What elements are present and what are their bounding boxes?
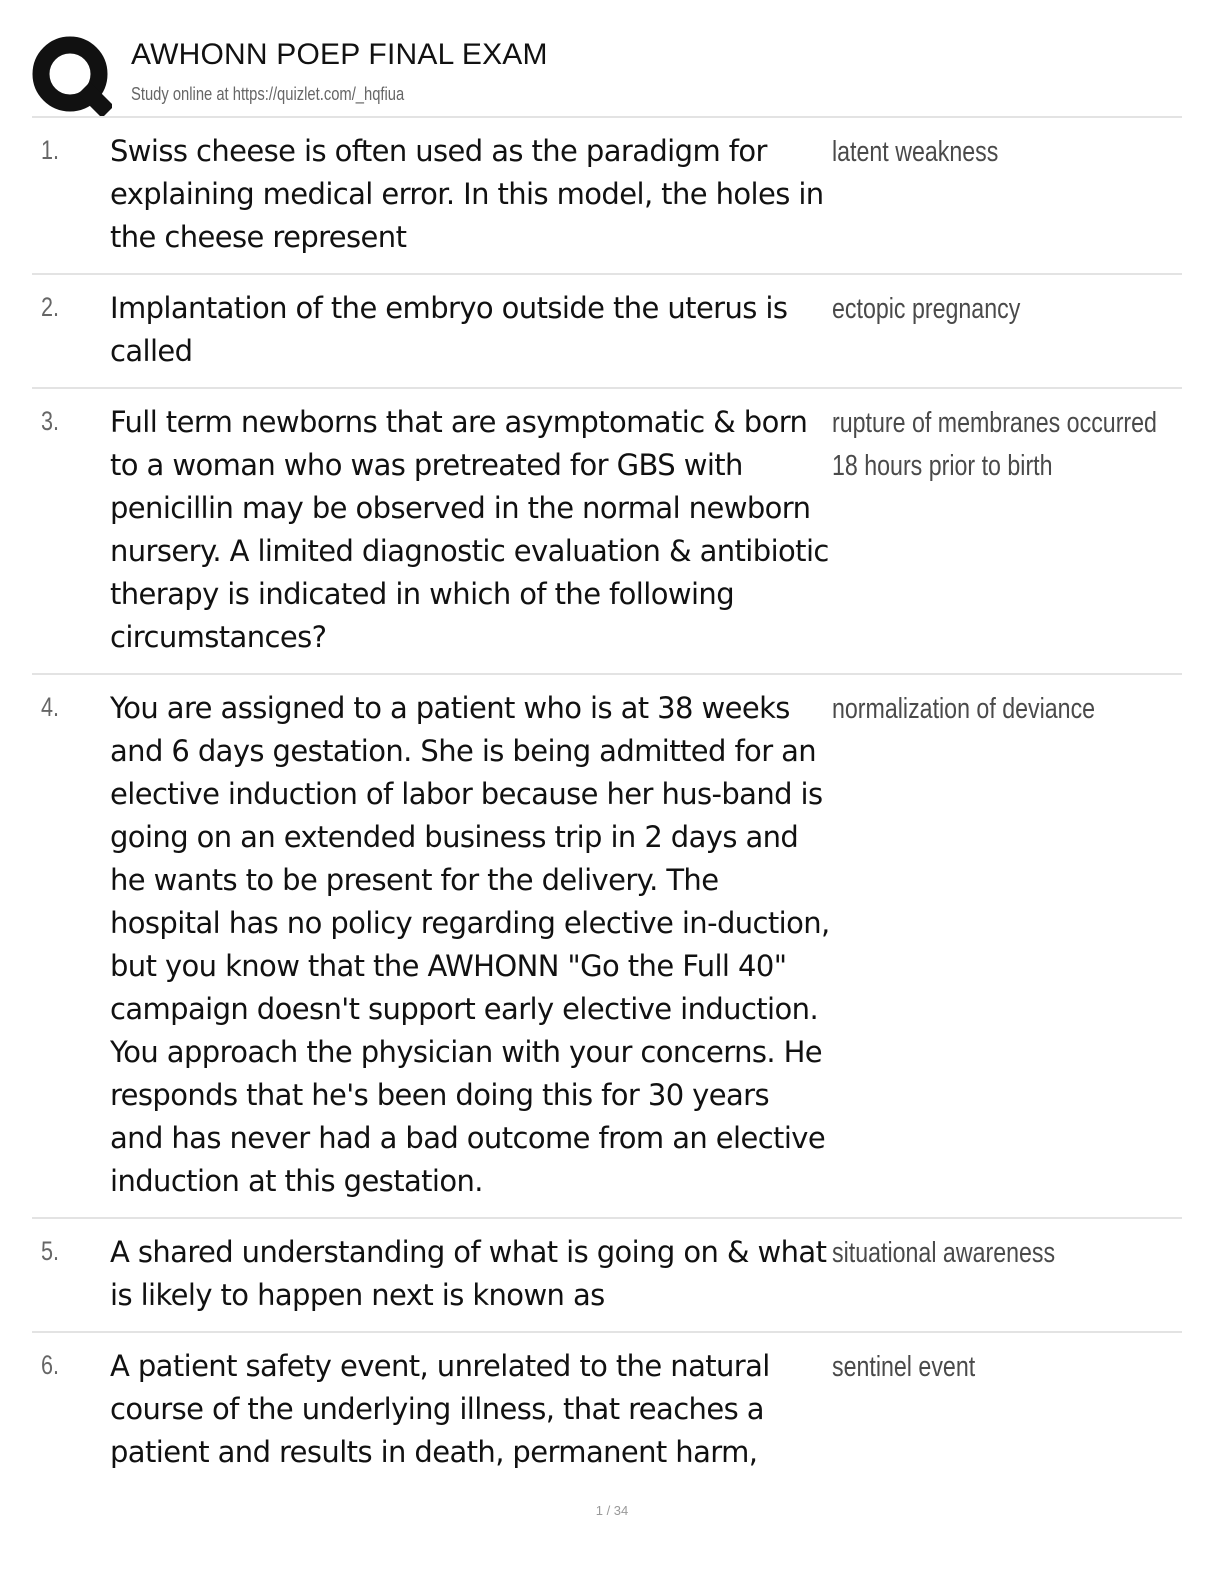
card-definition: sentinel event xyxy=(832,1351,976,1383)
page-header xyxy=(32,30,1182,116)
flashcard-row xyxy=(32,1219,1182,1333)
card-definition: latent weakness xyxy=(832,136,999,168)
card-number: 1. xyxy=(41,135,60,165)
card-term: Implantation of the embryo outside the uterus is called xyxy=(110,291,788,368)
card-number: 6. xyxy=(41,1350,60,1380)
page-number: 1 / 34 xyxy=(595,1503,629,1518)
flashcard-list xyxy=(32,118,1182,1488)
flashcard-row xyxy=(32,389,1182,675)
flashcard-row xyxy=(32,118,1182,275)
flashcard-row xyxy=(32,1333,1182,1488)
study-online-link[interactable]: Study online at https://quizlet.com/_hqfiua xyxy=(131,84,405,104)
card-number: 4. xyxy=(41,692,60,722)
card-definition: ectopic pregnancy xyxy=(832,293,1021,325)
card-term: Swiss cheese is often used as the paradigm for explaining medical error. In this model, the holes in the cheese represent xyxy=(110,134,824,254)
card-number: 2. xyxy=(41,292,60,322)
card-term: Full term newborns that are asymptomatic & born to a woman who was pretreated for GBS with penicillin may be observed in the normal newborn nursery. A limited diagnostic evaluation & antibiotic therapy is indicated in which of the following circumstances? xyxy=(110,405,829,654)
card-definition: normalization of deviance xyxy=(832,693,1096,725)
card-number: 5. xyxy=(41,1236,60,1266)
quizlet-logo-icon xyxy=(32,36,112,116)
card-number: 3. xyxy=(41,406,60,436)
card-definition: rupture of membranes occurred 18 hours prior to birth xyxy=(832,407,1157,482)
flashcard-row xyxy=(32,275,1182,389)
document-title: AWHONN POEP FINAL EXAM xyxy=(131,38,548,71)
card-definition: situational awareness xyxy=(832,1237,1056,1269)
flashcard-row xyxy=(32,675,1182,1219)
card-term: A shared understanding of what is going on & what is likely to happen next is known as xyxy=(110,1235,827,1312)
card-term: You are assigned to a patient who is at 38 weeks and 6 days gestation. She is being admitted for an elective induction of labor because her hus-band is going on an extended business trip in 2 days and he wants to be present for the delivery. The hospital has no policy regarding elective in-duction, but you know that the AWHONN "Go the Full 40" campaign doesn't support early elective induction. You approach the physician with your concerns. He responds that he's been doing this for 30 years and has never had a bad outcome from an elective induction at this gestation. xyxy=(110,691,830,1198)
card-term: A patient safety event, unrelated to the natural course of the underlying illness, that reaches a patient and results in death, permanent harm, xyxy=(110,1349,770,1469)
